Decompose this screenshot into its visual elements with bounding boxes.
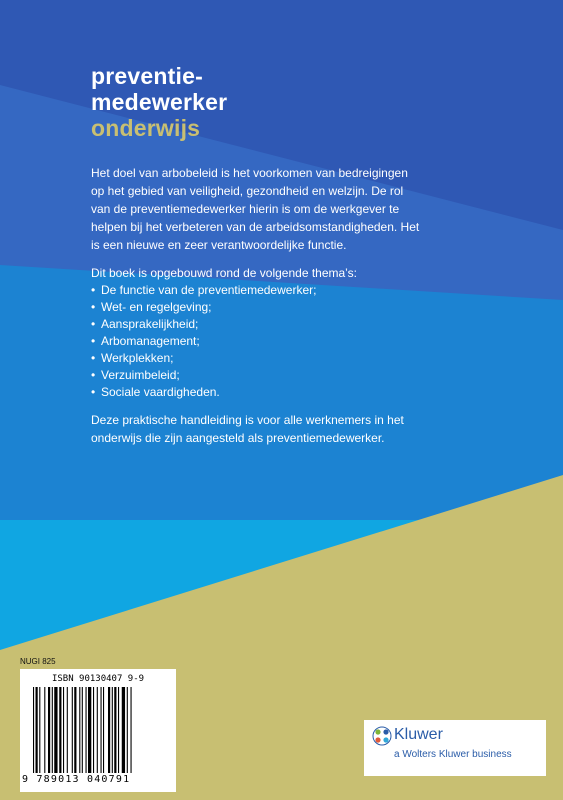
intro-paragraph (91, 164, 421, 254)
title-line-3: onderwijs (91, 115, 201, 141)
isbn-text: ISBN 90130407 9-9 (51, 674, 145, 684)
theme-item: • Verzuimbeleid; (91, 367, 357, 384)
barcode-block (20, 669, 176, 792)
publisher-logo (364, 720, 546, 776)
theme-item: • Wet- en regelgeving; (91, 299, 357, 316)
themes-intro: Dit boek is opgebouwd rond de volgende thema’s: (91, 266, 357, 280)
theme-item: • De functie van de preventiemedewerker; (91, 282, 357, 299)
publisher-name: Kluwer (394, 726, 443, 743)
themes-list (91, 282, 357, 401)
cover-title (91, 63, 227, 141)
theme-item: • Arbomanagement; (91, 333, 357, 350)
title-line-1: preventie- (91, 63, 203, 89)
ean-number: 9 789013 040791 (22, 774, 131, 785)
theme-item: • Sociale vaardigheden. (91, 384, 357, 401)
barcode-icon (33, 687, 173, 773)
nugi-code: NUGI 825 (20, 657, 56, 666)
theme-item: • Werkplekken; (91, 350, 357, 367)
themes-section (91, 265, 357, 401)
title-line-2: medewerker (91, 89, 228, 115)
intro-text: Het doel van arbobeleid is het voorkomen van bedreigingen op het gebied van veiligheid, gezondheid en welzijn. De rol van de preventiemedewerker hierin is om de werkgever te helpen bij het verbeteren van de arbeidsomstandigheden. Het is een nieuwe en zeer verantwoordelijke functie. (91, 166, 420, 252)
theme-item: • Aansprakelijkheid; (91, 316, 357, 333)
publisher-tagline: a Wolters Kluwer business (394, 749, 512, 760)
closing-paragraph: Deze praktische handleiding is voor alle werknemers in het onderwijs die zijn aangesteld als preventiemedewerker. (91, 413, 404, 445)
kluwer-logo-icon (372, 726, 392, 746)
